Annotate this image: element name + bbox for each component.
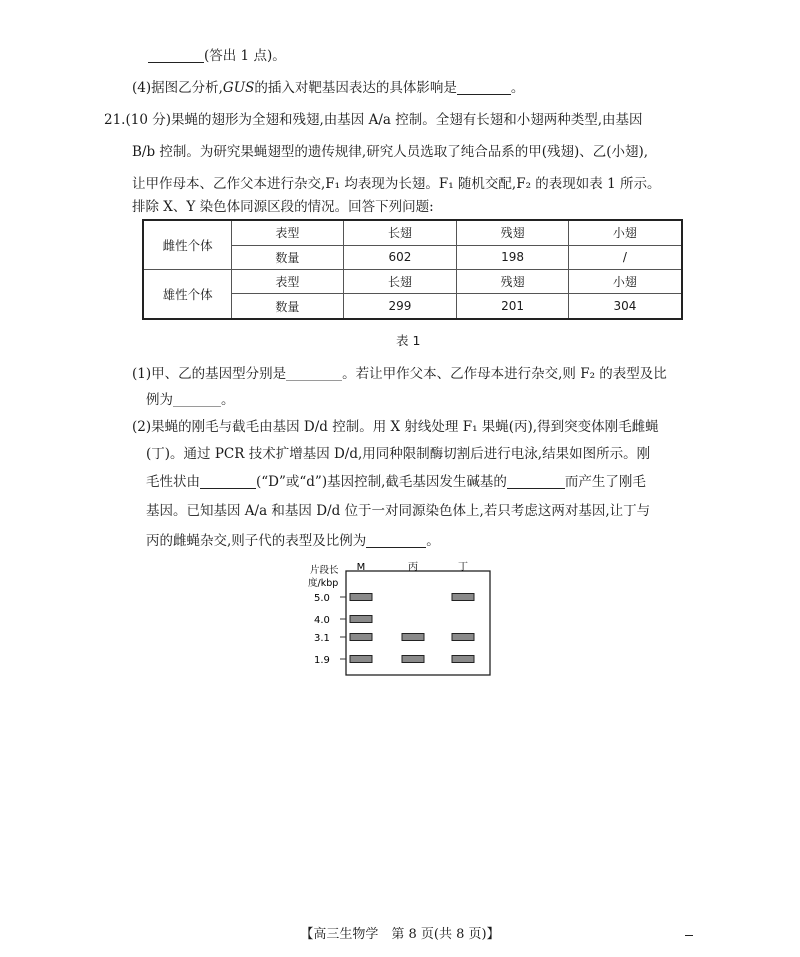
answer-blank[interactable] [507, 474, 565, 489]
table-cell: 299 [343, 294, 457, 319]
gel-band [402, 634, 424, 641]
answer-blank[interactable] [366, 533, 426, 548]
table-cell: 表型 [232, 269, 344, 293]
q20-answer-line: (答出 1 点)。 [148, 44, 286, 64]
q21-stem-line-3: 让甲作母本、乙作父本进行杂交,F₁ 均表现为长翅。F₁ 随机交配,F₂ 的表现如表 1 所示。 [132, 176, 661, 192]
table-cell: 长翅 [343, 269, 457, 293]
size-label: 5.0 [314, 593, 330, 604]
lane-label-ding: 丁 [458, 562, 468, 573]
answer-blank[interactable] [286, 366, 342, 381]
q21-part2-line-4: 基因。已知基因 A/a 和基因 D/d 位于一对同源染色体上,若只考虑这两对基因,让丁与 [146, 503, 651, 519]
gel-band [402, 656, 424, 663]
q21-part2-line-3: 毛性状由 (“D”或“d”)基因控制,截毛基因发生碱基的 而产生了刚毛 [146, 474, 646, 490]
gel-band [350, 594, 372, 601]
answer-blank[interactable] [148, 48, 204, 63]
table-cell: 残翅 [457, 269, 569, 293]
table-cell: 602 [343, 245, 457, 269]
answer-blank[interactable] [173, 392, 221, 407]
gel-figure [306, 561, 496, 681]
gel-diagram [306, 561, 496, 681]
gel-band [452, 656, 474, 663]
q21-part2-line-5: 丙的雌蝇杂交,则子代的表型及比例为 。 [146, 533, 440, 549]
gel-band [452, 634, 474, 641]
gel-bands [350, 594, 474, 663]
q21-part1-line-2: 例为 。 [146, 392, 235, 408]
q21-part1-line-1: (1)甲、乙的基因型分别是 。若让甲作父本、乙作母本进行杂交,则 F₂ 的表型及比 [132, 366, 667, 382]
q20-part4: (4)据图乙分析,GUS的插入对靶基因表达的具体影响是 。 [132, 80, 525, 96]
gel-band [350, 656, 372, 663]
table-cell: 残翅 [457, 220, 569, 245]
gel-ylabel-1: 片段长 [310, 565, 339, 576]
gel-ylabel-2: 度/kbp [308, 578, 339, 589]
table-caption: 表 1 [396, 333, 421, 348]
answer-blank[interactable] [457, 80, 511, 95]
table-cell: 304 [568, 294, 682, 319]
table-cell: 数量 [232, 294, 344, 319]
row-group-male: 雄性个体 [143, 269, 232, 319]
row-group-female: 雌性个体 [143, 220, 232, 269]
table-cell: 小翅 [568, 269, 682, 293]
data-table [142, 219, 683, 320]
table-cell: 201 [457, 294, 569, 319]
gel-band [452, 594, 474, 601]
q21-stem-line-1: 21.(10 分)果蝇的翅形为全翅和残翅,由基因 A/a 控制。全翅有长翅和小翅两种类型,由基因 [104, 112, 643, 128]
table-cell: 小翅 [568, 220, 682, 245]
lane-label-bing: 丙 [408, 562, 418, 573]
page-footer: 【高三生物学 第 8 页(共 8 页)】 [300, 927, 500, 942]
table-row [143, 220, 682, 245]
size-label: 3.1 [314, 633, 330, 644]
size-label: 4.0 [314, 615, 330, 626]
table-cell: 表型 [232, 220, 344, 245]
table-cell: 长翅 [343, 220, 457, 245]
table-cell: / [568, 245, 682, 269]
q21-stem-line-2: B/b 控制。为研究果蝇翅型的遗传规律,研究人员选取了纯合品系的甲(残翅)、乙(小翅), [132, 144, 649, 160]
size-labels [314, 593, 346, 666]
table-cell: 198 [457, 245, 569, 269]
q21-part2-line-2: (丁)。通过 PCR 技术扩增基因 D/d,用同种限制酶切割后进行电泳,结果如图所示。刚 [146, 446, 651, 462]
table-cell: 数量 [232, 245, 344, 269]
gel-band [350, 616, 372, 623]
size-label: 1.9 [314, 655, 330, 666]
table-row [143, 269, 682, 293]
q21-stem-line-4: 排除 X、Y 染色体同源区段的情况。回答下列问题: [132, 199, 434, 215]
lane-label-m: M [356, 562, 366, 573]
answer-blank[interactable] [200, 474, 256, 489]
q21-part2-line-1: (2)果蝇的刚毛与截毛由基因 D/d 控制。用 X 射线处理 F₁ 果蝇(丙),得到突变体刚毛雌蝇 [132, 419, 659, 435]
scan-mark [685, 935, 693, 936]
gel-band [350, 634, 372, 641]
